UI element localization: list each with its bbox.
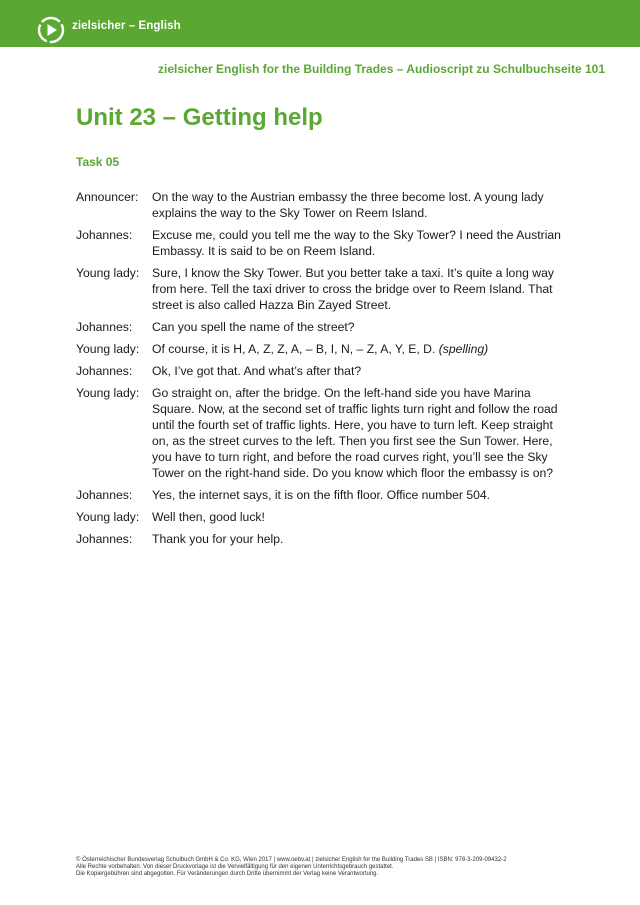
play-circle-icon xyxy=(36,15,66,45)
dialogue-line xyxy=(76,265,576,313)
speaker: Johannes: xyxy=(76,228,133,242)
task-label: Task 05 xyxy=(76,155,120,169)
unit-title: Unit 23 – Getting help xyxy=(76,104,323,131)
dialogue-line xyxy=(76,341,576,357)
dialogue-line xyxy=(76,319,576,335)
dialogue-line xyxy=(76,189,576,221)
speaker: Young lady: xyxy=(76,510,140,524)
dialogue-text: Sure, I know the Sky Tower. But you better take a taxi. It’s quite a long way from here. Tell the taxi driver to cross the bridge over to Reem Island. That street is also called Hazza Bin Zayed Street. xyxy=(152,266,554,312)
dialogue-text: Go straight on, after the bridge. On the left-hand side you have Marina Square. Now, at the second set of traffic lights turn right and follow the road until the fourth set of traffic lights. Here, you have to turn left. Keep straight on, as the street curves to the left. Then you first see the Sun Tower. Here, you have to turn right, and before the road curves right, you’ll see the Sky Tower on the right-hand side. Do you know which floor the embassy is on? xyxy=(152,386,558,480)
stage-note: (spelling) xyxy=(438,342,489,356)
copyright-footer xyxy=(76,857,596,879)
banner-dotted-edge xyxy=(0,37,640,51)
dialogue-line xyxy=(76,385,576,481)
footer-line: Alle Rechte vorbehalten. Von dieser Druckvorlage ist die Vervielfältigung für den eigenen Unterrichtsgebrauch gestattet. xyxy=(76,864,394,871)
speaker: Johannes: xyxy=(76,488,133,502)
brand-name: zielsicher – English xyxy=(72,20,181,32)
dialogue-text: Yes, the internet says, it is on the fifth floor. Office number 504. xyxy=(152,488,491,502)
page-subtitle: zielsicher English for the Building Trades – Audioscript zu Schulbuchseite 101 xyxy=(158,62,605,76)
dialogue-text: Of course, it is H, A, Z, Z, A, – B, I, N, – Z, A, Y, E, D. xyxy=(152,342,436,356)
speaker: Young lady: xyxy=(76,266,140,280)
speaker: Young lady: xyxy=(76,342,140,356)
dialogue-text: Well then, good luck! xyxy=(152,510,265,524)
dialogue-text: On the way to the Austrian embassy the three become lost. A young lady explains the way to the Sky Tower on Reem Island. xyxy=(152,190,544,220)
dialogue-line xyxy=(76,227,576,259)
speaker: Johannes: xyxy=(76,320,133,334)
dialogue-text-wrapper xyxy=(152,341,570,357)
footer-line: © Österreichischer Bundesverlag Schulbuch GmbH & Co. KG, Wien 2017 | www.oebv.at | zielsicher English for the Building Trades SB | ISBN: 978-3-209-09432-2 xyxy=(76,857,507,863)
speaker: Young lady: xyxy=(76,386,140,400)
dialogue-text: Excuse me, could you tell me the way to the Sky Tower? I need the Austrian Embassy. It is said to be on Reem Island. xyxy=(152,228,561,258)
dialogue-line xyxy=(76,487,576,503)
dialogue-line xyxy=(76,363,576,379)
dialogue-text: Can you spell the name of the street? xyxy=(152,320,355,334)
dialogue-line xyxy=(76,531,576,547)
footer-line: Die Kopiergebühren sind abgegolten. Für Veränderungen durch Dritte übernimmt der Verlag keine Verantwortung. xyxy=(76,871,379,878)
speaker: Johannes: xyxy=(76,532,133,546)
dialogue-text: Thank you for your help. xyxy=(152,532,284,546)
speaker: Announcer: xyxy=(76,190,139,204)
dialogue-text: Ok, I’ve got that. And what’s after that? xyxy=(152,364,362,378)
audioscript xyxy=(76,189,576,553)
speaker: Johannes: xyxy=(76,364,133,378)
dialogue-line xyxy=(76,509,576,525)
